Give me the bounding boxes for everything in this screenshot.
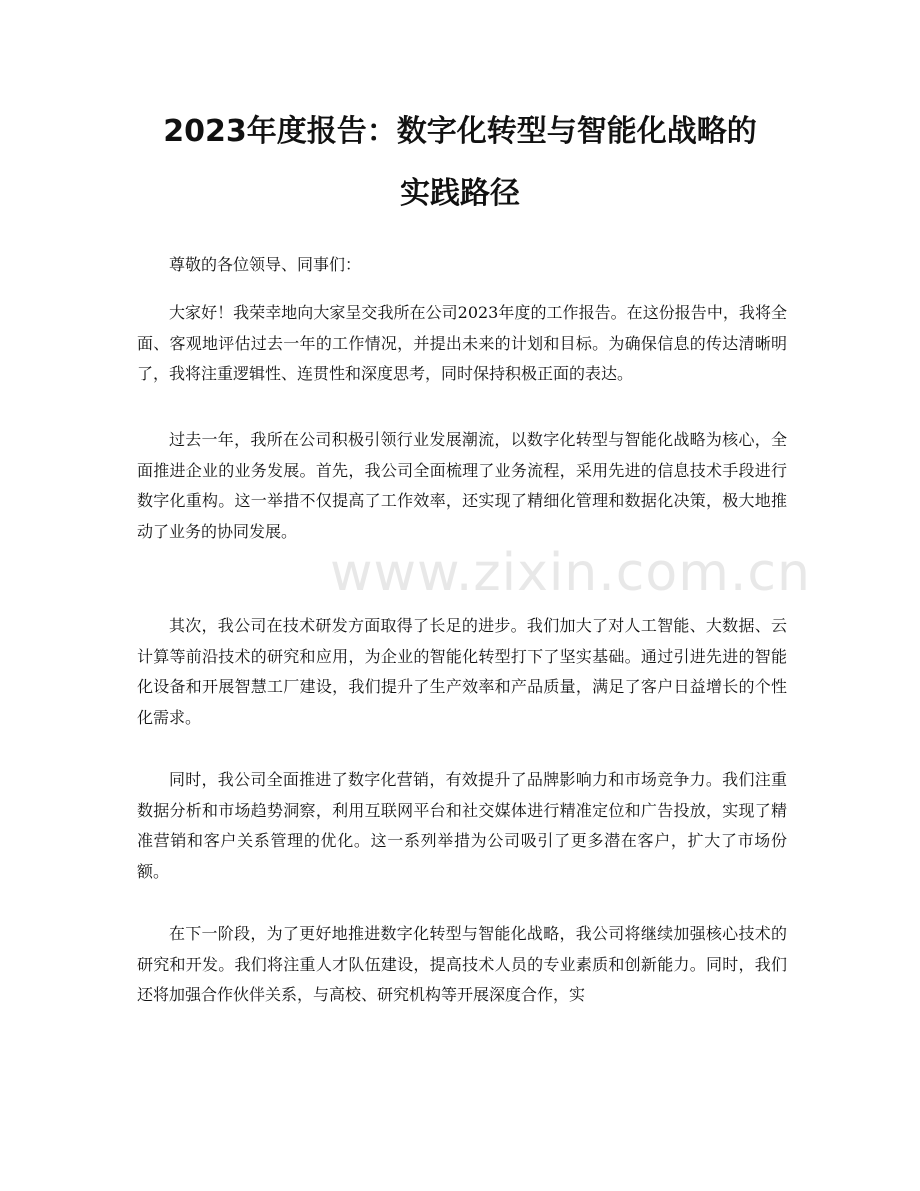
document-title-line-1: 2023年度报告：数字化转型与智能化战略的 — [163, 114, 757, 149]
greeting: 尊敬的各位领导、同事们： — [169, 255, 362, 274]
watermark: www.zixin.com.cn — [330, 543, 811, 603]
paragraph-marketing: 同时，我公司全面推进了数字化营销，有效提升了品牌影响力和市场竞争力。我们注重数据分析和市场趋势洞察，利用互联网平台和社交媒体进行精准定位和广告投放，实现了精准营销和客户关系管理的优化。这一系列举措为公司吸引了更多潜在客户，扩大了市场份额。 — [137, 770, 787, 881]
paragraph-rnd: 其次，我公司在技术研发方面取得了长足的进步。我们加大了对人工智能、大数据、云计算等前沿技术的研究和应用，为企业的智能化转型打下了坚实基础。通过引进先进的智能化设备和开展智慧工厂建设，我们提升了生产效率和产品质量，满足了客户日益增长的个性化需求。 — [137, 616, 787, 727]
paragraph-intro: 大家好！我荣幸地向大家呈交我所在公司2023年度的工作报告。在这份报告中，我将全面、客观地评估过去一年的工作情况，并提出未来的计划和目标。为确保信息的传达清晰明了，我将注重逻辑性、连贯性和深度思考，同时保持积极正面的表达。 — [137, 303, 787, 383]
paragraph-next-stage: 在下一阶段，为了更好地推进数字化转型与智能化战略，我公司将继续加强核心技术的研究和开发。我们将注重人才队伍建设，提高技术人员的专业素质和创新能力。同时，我们还将加强合作伙伴关系，与高校、研究机构等开展深度合作，实 — [137, 924, 787, 1004]
paragraph-past-year: 过去一年，我所在公司积极引领行业发展潮流，以数字化转型与智能化战略为核心，全面推进企业的业务发展。首先，我公司全面梳理了业务流程，采用先进的信息技术手段进行数字化重构。这一举措不仅提高了工作效率，还实现了精细化管理和数据化决策，极大地推动了业务的协同发展。 — [137, 430, 787, 541]
document-title-line-2: 实践路径 — [400, 176, 520, 211]
